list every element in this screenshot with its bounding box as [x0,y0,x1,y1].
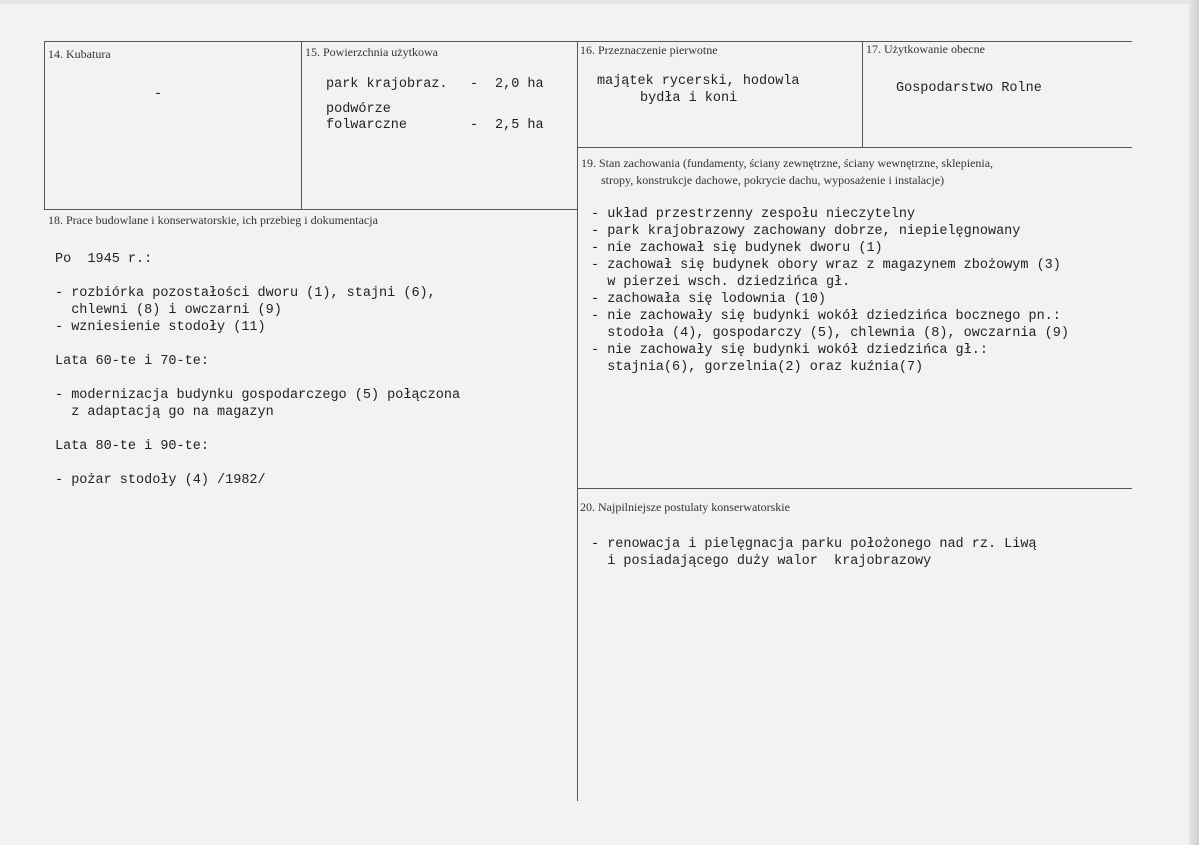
field-19-line: w pierzei wsch. dziedzińca gł. [591,275,851,290]
field-18-content [55,251,460,489]
field-14-value: - [154,87,163,102]
field-19-content [591,206,1069,376]
field-14-label: 14. Kubatura [48,47,111,61]
field-20-label: 20. Najpilniejsze postulaty konserwatorskie [580,500,790,514]
field-19-line: - nie zachował się budynek dworu (1) [591,241,883,256]
page-right-edge [1189,0,1199,845]
field-15-row-1-dash: - [470,77,479,92]
field-17-label: 17. Użytkowanie obecne [866,42,985,56]
field-18-line: Po 1945 r.: [55,252,153,267]
divider-row-19-20 [577,488,1132,489]
field-18-line: - pożar stodoły (4) /1982/ [55,473,266,488]
page-top-edge [0,0,1199,4]
field-19-line: - park krajobrazowy zachowany dobrze, niepielęgnowany [591,224,1021,239]
divider-14-15 [301,41,302,209]
field-19-line: stodoła (4), gospodarczy (5), chlewnia (8), owczarnia (9) [591,326,1069,341]
field-16-label: 16. Przeznaczenie pierwotne [580,43,718,57]
field-15-row-3-dash: - [470,118,479,133]
field-20-content [591,536,1037,570]
field-20-line: i posiadającego duży walor krajobrazowy [591,554,932,569]
field-19-line: stajnia(6), gorzelnia(2) oraz kuźnia(7) [591,360,924,375]
field-18-line: Lata 80-te i 90-te: [55,439,209,454]
field-18-line: Lata 60-te i 70-te: [55,354,209,369]
field-18-line: - modernizacja budynku gospodarczego (5) połączona [55,388,461,403]
field-16-line-1: majątek rycerski, hodowla [597,74,800,89]
divider-row-14-18 [44,209,577,210]
field-18-line: z adaptacją go na magazyn [55,405,274,420]
field-16-line-2: bydła i koni [640,91,738,106]
divider-15-16 [577,41,578,801]
left-border [44,41,45,209]
field-19-line: - układ przestrzenny zespołu nieczytelny [591,207,916,222]
field-19-line: - zachowała się lodownia (10) [591,292,826,307]
field-19-line: - nie zachowały się budynki wokół dziedzińca gł.: [591,343,988,358]
field-15-label: 15. Powierzchnia użytkowa [305,45,438,59]
field-19-line: - zachował się budynek obory wraz z magazynem zbożowym (3) [591,258,1061,273]
field-15-row-2-name: podwórze [326,102,391,117]
divider-row-16-19 [577,147,1132,148]
field-20-line: - renowacja i pielęgnacja parku położonego nad rz. Liwą [591,537,1037,552]
field-18-line: - wzniesienie stodoły (11) [55,320,266,335]
field-15-row-1-name: park krajobraz. [326,77,448,92]
field-15-row-3-area: 2,5 ha [495,118,544,133]
field-15-row-1-area: 2,0 ha [495,77,544,92]
field-18-line: chlewni (8) i owczarni (9) [55,303,282,318]
divider-16-17 [862,41,863,147]
field-18-line: - rozbiórka pozostałości dworu (1), stajni (6), [55,286,436,301]
field-19-label-line-1: 19. Stan zachowania (fundamenty, ściany zewnętrzne, ściany wewnętrzne, sklepienia, [581,156,994,170]
field-19-line: - nie zachowały się budynki wokół dziedzińca bocznego pn.: [591,309,1061,324]
field-19-label-line-2: stropy, konstrukcje dachowe, pokrycie dachu, wyposażenie i instalacje) [601,173,945,187]
field-17-value: Gospodarstwo Rolne [896,81,1042,96]
field-15-row-3-name: folwarczne [326,118,408,133]
field-18-label: 18. Prace budowlane i konserwatorskie, ich przebieg i dokumentacja [48,213,378,227]
